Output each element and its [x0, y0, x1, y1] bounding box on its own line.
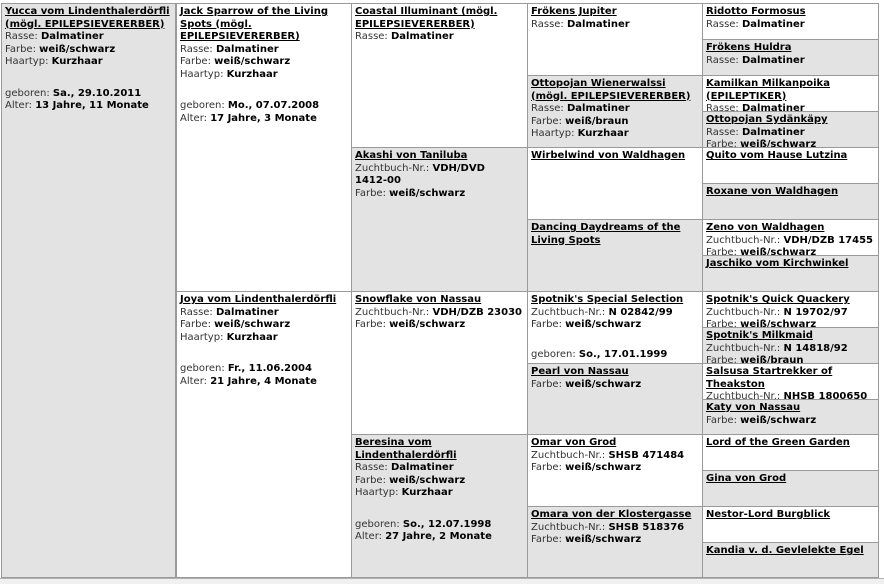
color-value: weiß/schwarz	[740, 139, 817, 148]
studbook-label: Zuchtbuch-Nr.:	[706, 391, 781, 400]
coat-value: Kurzhaar	[577, 128, 629, 139]
ancestor-name-link[interactable]: Roxane von Waldhagen	[706, 186, 839, 197]
studbook-value: N 14818/92	[783, 342, 848, 354]
breed-label: Rasse:	[706, 103, 739, 112]
color-value: weiß/schwarz	[214, 56, 291, 67]
age-row	[5, 100, 172, 113]
color-row	[531, 116, 699, 129]
ancestor-cell-g3-4	[351, 434, 528, 578]
breed-label: Rasse:	[180, 306, 213, 318]
age-value: 17 Jahre, 3 Monate	[210, 112, 317, 124]
color-label: Farbe:	[531, 534, 562, 545]
ancestor-name-link[interactable]: Quito vom Hause Lutzina	[706, 150, 848, 161]
birth-label: geboren:	[180, 100, 225, 111]
studbook-value: SHSB 471484	[608, 449, 685, 461]
ancestor-name-link[interactable]: Omar von Grod	[531, 437, 617, 448]
studbook-label: Zuchtbuch-Nr.:	[706, 342, 781, 354]
ancestor-cell-g5-5	[702, 147, 879, 184]
breed-value: Dalmatiner	[742, 18, 805, 30]
breed-label: Rasse:	[531, 103, 564, 114]
studbook-value: VDH/DZB 17455	[783, 234, 873, 246]
color-row	[531, 462, 699, 475]
ancestor-name-link[interactable]: Akashi von Taniluba	[355, 150, 468, 161]
ancestor-cell-g4-8	[527, 506, 703, 578]
studbook-row	[355, 307, 524, 320]
color-label: Farbe:	[531, 115, 562, 127]
breed-label: Rasse:	[5, 31, 38, 42]
ancestor-name-link[interactable]: Ottopojan Wienerwalssi (mögl. EPILEPSIEVERERBER)	[531, 78, 691, 102]
ancestor-cell-g5-15	[702, 506, 879, 543]
breed-value: Dalmatiner	[742, 103, 805, 112]
breed-row	[706, 55, 875, 68]
ancestor-name-link[interactable]: Dancing Daydreams of the Living Spots	[531, 222, 681, 246]
color-value: weiß/schwarz	[565, 319, 642, 330]
ancestor-cell-g5-3	[702, 75, 879, 112]
ancestor-name-link[interactable]: Coastal Illuminant (mögl. EPILEPSIEVERERBER)	[355, 6, 498, 30]
ancestor-cell-g5-13	[702, 434, 879, 471]
ancestor-cell-g5-16	[702, 542, 879, 578]
ancestor-name-link[interactable]: Joya vom Lindenthalerdörfli	[180, 294, 337, 305]
ancestor-name-link[interactable]: Ridotto Formosus	[706, 6, 806, 17]
coat-label: Haartyp:	[180, 68, 224, 80]
breed-value: Dalmatiner	[216, 43, 279, 55]
coat-label: Haartyp:	[180, 331, 224, 343]
ancestor-name-link[interactable]: Spotnik's Milkmaid	[706, 330, 813, 341]
age-value: 21 Jahre, 4 Monate	[210, 375, 317, 387]
ancestor-name-link[interactable]: Salsusa Startrekker of Theakston	[706, 366, 833, 390]
coat-row	[180, 332, 348, 345]
ancestor-cell-g2-1	[176, 3, 352, 292]
color-value: weiß/schwarz	[740, 247, 817, 256]
ancestor-name-link[interactable]: Snowflake von Nassau	[355, 294, 482, 305]
ancestor-name-link[interactable]: Ottopojan Sydänkäpy	[706, 114, 828, 125]
breed-value: Dalmatiner	[216, 306, 279, 318]
ancestor-name-link[interactable]: Lord of the Green Garden	[706, 437, 850, 448]
breed-value: Dalmatiner	[391, 31, 454, 42]
breed-row	[355, 31, 524, 44]
color-value: weiß/schwarz	[39, 43, 116, 55]
studbook-value: N 02842/99	[608, 306, 673, 318]
birth-value: Fr., 11.06.2004	[227, 363, 312, 374]
ancestor-cell-g5-7	[702, 219, 879, 256]
color-value: weiß/schwarz	[740, 319, 817, 328]
color-label: Farbe:	[355, 474, 386, 486]
breed-row	[531, 19, 699, 32]
studbook-value: NHSB 1800650	[783, 391, 868, 400]
breed-row	[355, 462, 524, 475]
color-row	[5, 44, 172, 57]
ancestor-name-link[interactable]: Nestor-Lord Burgblick	[706, 509, 831, 520]
color-label: Farbe:	[531, 378, 562, 390]
breed-label: Rasse:	[355, 31, 388, 42]
ancestor-name-link[interactable]: Frökens Huldra	[706, 42, 792, 53]
studbook-row	[531, 522, 699, 535]
color-row	[531, 534, 699, 547]
color-row	[180, 319, 348, 332]
breed-label: Rasse:	[355, 462, 388, 473]
color-row	[180, 56, 348, 69]
color-label: Farbe:	[355, 187, 386, 199]
ancestor-cell-g5-12	[702, 399, 879, 435]
color-label: Farbe:	[180, 56, 211, 67]
breed-label: Rasse:	[706, 18, 739, 30]
ancestor-name-link[interactable]: Frökens Jupiter	[531, 6, 617, 17]
ancestor-cell-g4-2	[527, 75, 703, 148]
color-value: weiß/schwarz	[389, 187, 466, 199]
color-row	[355, 319, 524, 332]
color-value: weiß/schwarz	[740, 414, 817, 426]
color-value: weiß/schwarz	[565, 378, 642, 390]
studbook-row	[531, 450, 699, 463]
birth-value: So., 17.01.1999	[578, 348, 668, 360]
studbook-value-cont: 1412-00	[355, 175, 401, 186]
birth-row	[180, 363, 348, 376]
coat-row	[180, 69, 348, 82]
coat-label: Haartyp:	[355, 487, 399, 498]
ancestor-name-link[interactable]: Gina von Grod	[706, 473, 787, 484]
breed-label: Rasse:	[706, 54, 739, 66]
studbook-value: VDH/DZB 23030	[432, 306, 522, 318]
ancestor-name-link[interactable]: Jaschiko vom Kirchwinkel	[706, 258, 849, 269]
color-label: Farbe:	[531, 462, 562, 473]
birth-value: So., 12.07.1998	[402, 518, 492, 530]
ancestor-cell-g3-1	[351, 3, 528, 148]
breed-row	[706, 19, 875, 32]
ancestor-name-link[interactable]: Pearl von Nassau	[531, 366, 629, 377]
ancestor-name-link[interactable]: Spotnik's Quick Quackery	[706, 294, 850, 305]
color-value: weiß/schwarz	[389, 319, 466, 330]
birth-value: Sa., 29.10.2011	[52, 87, 142, 99]
color-row	[355, 188, 524, 201]
studbook-row	[706, 343, 875, 356]
ancestor-cell-g5-4	[702, 111, 879, 148]
breed-value: Dalmatiner	[567, 103, 630, 114]
breed-label: Rasse:	[180, 43, 213, 55]
color-label: Farbe:	[355, 319, 386, 330]
color-row	[706, 415, 875, 428]
birth-label: geboren:	[5, 87, 50, 99]
coat-label: Haartyp:	[531, 128, 575, 139]
studbook-row	[531, 307, 699, 320]
ancestor-name-link[interactable]: Kamilkan Milkanpoika (EPILEPTIKER)	[706, 78, 830, 102]
studbook-label: Zuchtbuch-Nr.:	[355, 306, 430, 318]
age-value: 27 Jahre, 2 Monate	[385, 531, 492, 542]
birth-row	[5, 88, 172, 101]
ancestor-cell-g5-8	[702, 255, 879, 292]
ancestor-cell-g4-5	[527, 291, 703, 364]
birth-row	[180, 100, 348, 113]
color-value: weiß/schwarz	[565, 534, 642, 545]
birth-label: geboren:	[531, 348, 576, 360]
age-label: Alter:	[180, 375, 207, 387]
birth-row	[355, 519, 524, 532]
ancestor-cell-g4-6	[527, 363, 703, 435]
ancestor-cell-g5-2	[702, 39, 879, 76]
color-label: Farbe:	[5, 43, 36, 55]
color-row	[531, 319, 699, 332]
breed-value: Dalmatiner	[391, 462, 454, 473]
age-label: Alter:	[5, 100, 32, 111]
ancestor-cell-g3-2	[351, 147, 528, 292]
age-label: Alter:	[355, 531, 382, 542]
ancestor-cell-g5-1	[702, 3, 879, 40]
studbook-label: Zuchtbuch-Nr.:	[531, 306, 606, 318]
ancestor-name-link[interactable]: Omara von der Klostergasse	[531, 509, 692, 520]
studbook-label: Zuchtbuch-Nr.:	[706, 234, 781, 246]
studbook-row	[706, 307, 875, 320]
studbook-value: VDH/DVD	[432, 162, 485, 174]
color-label: Farbe:	[706, 355, 737, 364]
birth-label: geboren:	[355, 518, 400, 530]
color-label: Farbe:	[706, 319, 737, 328]
color-value: weiß/schwarz	[389, 474, 466, 486]
studbook-label: Zuchtbuch-Nr.:	[355, 162, 430, 174]
studbook-value: SHSB 518376	[608, 521, 685, 533]
color-label: Farbe:	[706, 139, 737, 148]
color-value: weiß/braun	[740, 355, 804, 364]
breed-label: Rasse:	[531, 18, 564, 30]
color-value: weiß/schwarz	[565, 462, 642, 473]
age-label: Alter:	[180, 112, 207, 124]
color-row	[531, 379, 699, 392]
breed-value: Dalmatiner	[742, 126, 805, 138]
ancestor-name-link[interactable]: Yucca vom Lindenthalerdörfli (mögl. EPILEPSIEVERERBER)	[5, 6, 170, 30]
ancestor-name-link[interactable]: Kandia v. d. Gevlelekte Egel	[706, 545, 864, 556]
breed-row	[706, 127, 875, 140]
age-row	[180, 376, 348, 389]
age-value: 13 Jahre, 11 Monate	[35, 100, 149, 111]
ancestor-name-link[interactable]: Jack Sparrow of the Living Spots (mögl. EPILEPSIEVERERBER)	[180, 6, 328, 42]
ancestor-name-link[interactable]: Wirbelwind von Waldhagen	[531, 150, 686, 161]
coat-row	[355, 487, 524, 500]
ancestor-cell-g5-14	[702, 470, 879, 507]
coat-row	[5, 56, 172, 69]
breed-row	[5, 31, 172, 44]
coat-row	[531, 128, 699, 141]
ancestor-cell-g5-6	[702, 183, 879, 220]
ancestor-cell-g4-7	[527, 434, 703, 507]
color-value: weiß/braun	[565, 115, 629, 127]
age-row	[180, 113, 348, 126]
studbook-row	[706, 235, 875, 248]
breed-value: Dalmatiner	[742, 54, 805, 66]
breed-value: Dalmatiner	[567, 18, 630, 30]
ancestor-name-link[interactable]: Zeno von Waldhagen	[706, 222, 825, 233]
ancestor-cell-g4-1	[527, 3, 703, 76]
studbook-label: Zuchtbuch-Nr.:	[531, 521, 606, 533]
birth-value: Mo., 07.07.2008	[227, 100, 320, 111]
breed-value: Dalmatiner	[41, 31, 104, 42]
coat-value: Kurzhaar	[51, 56, 103, 67]
ancestor-cell-g4-4	[527, 219, 703, 292]
color-row	[355, 475, 524, 488]
ancestor-cell-g3-3	[351, 291, 528, 435]
color-label: Farbe:	[706, 414, 737, 426]
birth-row	[531, 349, 699, 362]
ancestor-cell-g4-3	[527, 147, 703, 220]
color-value: weiß/schwarz	[214, 319, 291, 330]
ancestor-cell-g5-11	[702, 363, 879, 400]
coat-value: Kurzhaar	[226, 68, 278, 80]
ancestor-name-link[interactable]: Katy von Nassau	[706, 402, 801, 413]
color-label: Farbe:	[531, 319, 562, 330]
ancestor-cell-g1	[1, 3, 176, 578]
studbook-label: Zuchtbuch-Nr.:	[531, 449, 606, 461]
studbook-label: Zuchtbuch-Nr.:	[706, 306, 781, 318]
coat-label: Haartyp:	[5, 56, 49, 67]
coat-value: Kurzhaar	[401, 487, 453, 498]
ancestor-cell-g2-2	[176, 291, 352, 578]
breed-label: Rasse:	[706, 126, 739, 138]
breed-row	[180, 44, 348, 57]
horizontal-scrollbar[interactable]	[0, 578, 884, 584]
ancestor-cell-g5-9	[702, 291, 879, 328]
ancestor-cell-g5-10	[702, 327, 879, 364]
coat-value: Kurzhaar	[226, 331, 278, 343]
age-row	[355, 531, 524, 544]
breed-row	[180, 307, 348, 320]
studbook-row	[355, 163, 524, 176]
ancestor-name-link[interactable]: Spotnik's Special Selection	[531, 294, 684, 305]
birth-label: geboren:	[180, 363, 225, 374]
ancestor-name-link[interactable]: Beresina vom Lindenthalerdörfli	[355, 437, 457, 461]
breed-row	[531, 103, 699, 116]
color-label: Farbe:	[706, 247, 737, 256]
studbook-value: N 19702/97	[783, 306, 848, 318]
color-label: Farbe:	[180, 319, 211, 330]
